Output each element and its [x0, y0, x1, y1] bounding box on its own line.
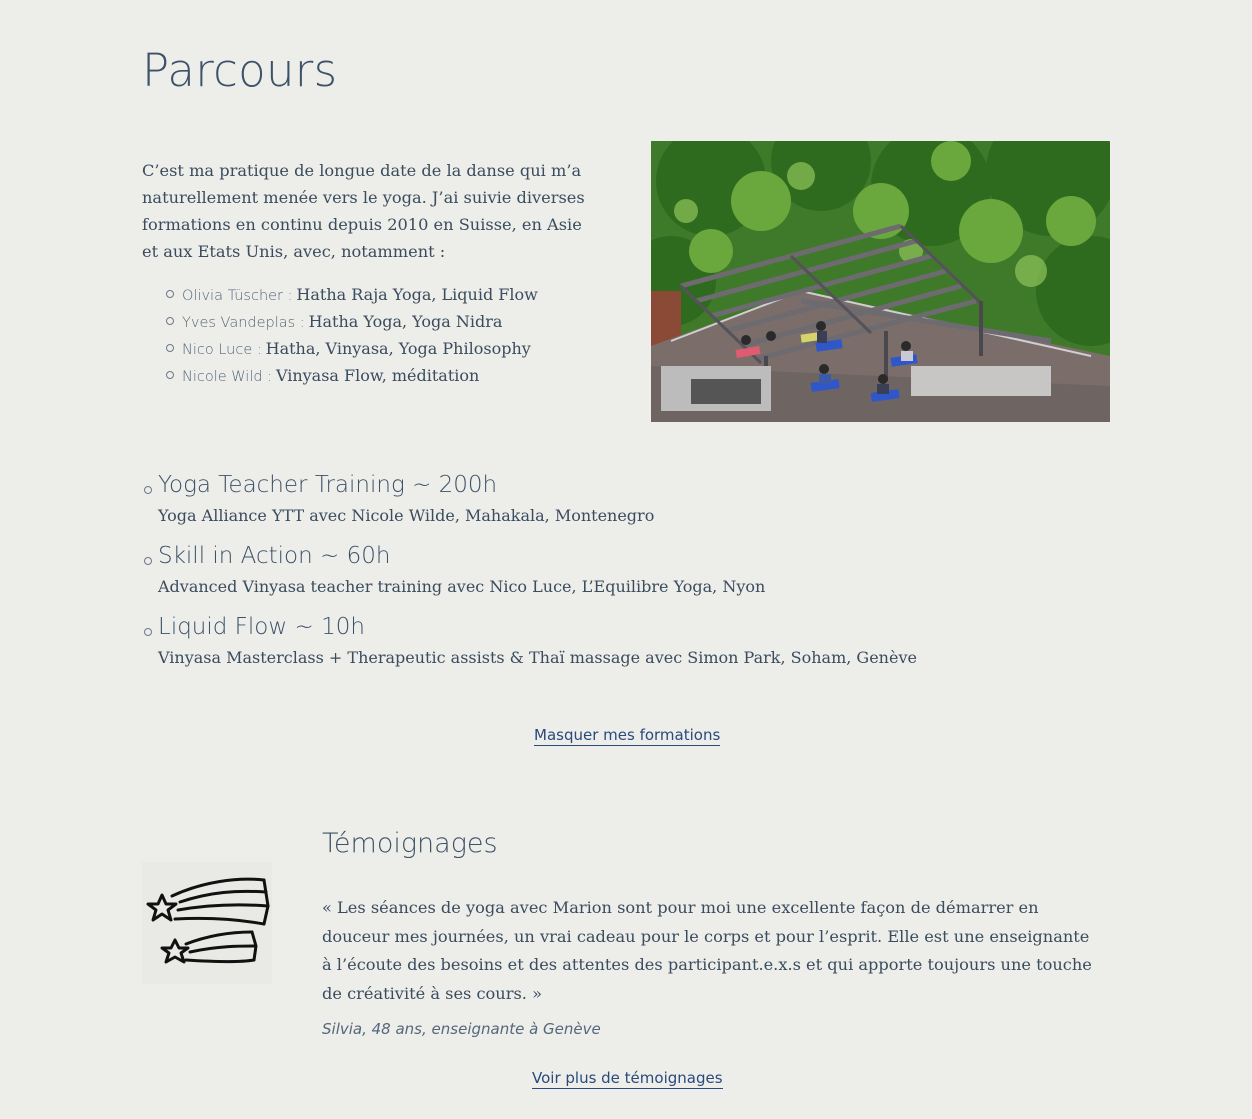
bullet-icon	[144, 486, 152, 494]
teacher-name: Olivia Tüscher :	[182, 288, 293, 304]
list-item	[166, 281, 538, 308]
shooting-stars-icon	[142, 862, 272, 984]
training-title: Skill in Action ~ 60h	[158, 543, 391, 569]
teacher-styles: Hatha, Vinyasa, Yoga Philosophy	[265, 339, 531, 358]
teacher-styles: Hatha Raja Yoga, Liquid Flow	[296, 285, 538, 304]
list-item	[166, 308, 538, 335]
bullet-icon	[144, 557, 152, 565]
more-testimonials-link[interactable]: Voir plus de témoignages	[532, 1069, 723, 1087]
training-description: Vinyasa Masterclass + Therapeutic assists & Thaï massage avec Simon Park, Soham, Genève	[158, 648, 917, 667]
testimonials-title: Témoignages	[322, 828, 498, 859]
hide-trainings-link[interactable]: Masquer mes formations	[534, 726, 721, 744]
teacher-name: Nicole Wild :	[182, 369, 273, 385]
page-title: Parcours	[142, 44, 338, 97]
intro-paragraph: C’est ma pratique de longue date de la danse qui m’a naturellement menée vers le yoga. J’ai suivie diverses formations en continu depuis 2010 en Suisse, en Asie et aux Etats Unis, avec, notamment :	[142, 161, 585, 261]
training-title: Liquid Flow ~ 10h	[158, 614, 365, 640]
teacher-styles: Vinyasa Flow, méditation	[275, 366, 480, 385]
training-list	[142, 472, 1102, 685]
teacher-list	[166, 281, 538, 389]
list-item	[166, 362, 538, 389]
bullet-icon	[166, 317, 174, 325]
bullet-icon	[166, 371, 174, 379]
bullet-icon	[144, 628, 152, 636]
testimonial-quote: « Les séances de yoga avec Marion sont pour moi une excellente façon de démarrer en douceur mes journées, un vrai cadeau pour le corps et pour l’esprit. Elle est une enseignante à l’écoute des besoins et des attentes des participant.e.x.s et qui apporte toujours une touche de créativité à ses cours. »	[322, 898, 1092, 1003]
teacher-name: Nico Luce :	[182, 342, 262, 358]
list-item	[166, 335, 538, 362]
list-item	[142, 472, 1102, 543]
list-item	[142, 614, 1102, 685]
bullet-icon	[166, 290, 174, 298]
rooftop-yoga-photo	[651, 141, 1110, 422]
training-description: Yoga Alliance YTT avec Nicole Wilde, Mahakala, Montenegro	[158, 506, 655, 525]
list-item	[142, 543, 1102, 614]
teacher-name: Yves Vandeplas :	[182, 315, 305, 331]
teacher-styles: Hatha Yoga, Yoga Nidra	[308, 312, 503, 331]
training-description: Advanced Vinyasa teacher training avec Nico Luce, L’Equilibre Yoga, Nyon	[158, 577, 766, 596]
training-title: Yoga Teacher Training ~ 200h	[158, 472, 498, 498]
bullet-icon	[166, 344, 174, 352]
testimonial-author: Silvia, 48 ans, enseignante à Genève	[322, 1020, 601, 1038]
